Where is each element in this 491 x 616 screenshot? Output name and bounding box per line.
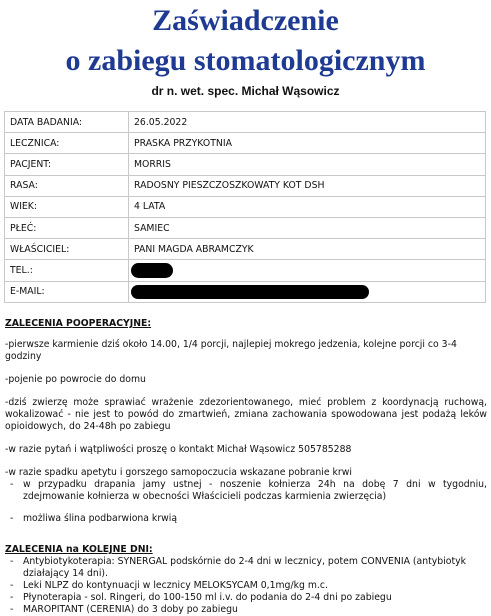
redaction-mark [131, 285, 369, 299]
row-value: RADOSNY PIESZCZOSZKOWATY KOT DSH [129, 175, 486, 196]
row-label: PŁEĆ: [5, 217, 129, 238]
list-item: - w przypadku drapania jamy ustnej - noszenie kołnierza 24h na dobę 7 dni w tygodniu, zdejmowanie kołnierza w obecności Właścicieli podczas karmienia zwierzęcia) [5, 479, 487, 503]
list-item: - Leki NLPZ do kontynuacji w lecznicy MELOKSYCAM 0,1mg/kg m.c. [5, 580, 487, 592]
postop-paragraph: -dziś zwierzę może sprawiać wrażenie zdezorientowanego, mieć problem z koordynacją ruchową, wokalizować - nie jest to powód do zmartwień, zmiana zachowania spowodowana jest podażą leków opioidowych, do 24-48h po zabiegu [5, 397, 487, 432]
row-value-redacted [129, 281, 486, 302]
postop-heading: ZALECENIA POOPERACYJNE: [5, 318, 152, 329]
table-row [5, 154, 486, 175]
row-label: WŁAŚCICIEL: [5, 239, 129, 260]
row-label: E-MAIL: [5, 281, 129, 302]
doctor-name: dr n. wet. spec. Michał Wąsowicz [151, 84, 340, 98]
postop-section [5, 318, 487, 525]
list-item: - MAROPITANT (CERENIA) do 3 doby po zabiegu [5, 604, 487, 616]
table-row [5, 112, 486, 133]
row-value: SAMIEC [129, 217, 486, 238]
postop-paragraph: -pierwsze karmienie dziś około 14.00, 1/4 porcji, najlepiej mokrego jedzenia, kolejne porcji co 3-4 godziny [5, 339, 457, 362]
row-value: 26.05.2022 [129, 112, 486, 133]
postop-paragraph: -w razie pytań i wątpliwości proszę o kontakt Michał Wąsowicz 505785288 [5, 444, 352, 455]
row-label: DATA BADANIA: [5, 112, 129, 133]
page-title: Zaświadczenie [152, 4, 339, 37]
row-label: TEL.: [5, 260, 129, 281]
row-value-redacted [129, 260, 486, 281]
table-row [5, 196, 486, 217]
table-row [5, 133, 486, 154]
list-item: - Płynoterapia - sol. Ringeri, do 100-150 ml i.v. do podania do 2-4 dni po zabiegu [5, 592, 487, 604]
table-row [5, 175, 486, 196]
row-label: LECZNICA: [5, 133, 129, 154]
row-value: PANI MAGDA ABRAMCZYK [129, 239, 486, 260]
row-value: MORRIS [129, 154, 486, 175]
nextdays-list [5, 556, 487, 616]
row-value: PRASKA PRZYKOTNIA [129, 133, 486, 154]
page-subtitle: o zabiegu stomatologicznym [65, 44, 426, 77]
row-label: RASA: [5, 175, 129, 196]
table-row [5, 281, 486, 302]
nextdays-section [5, 544, 487, 616]
table-row [5, 260, 486, 281]
row-label: WIEK: [5, 196, 129, 217]
redaction-mark [131, 263, 173, 278]
postop-list [5, 479, 487, 525]
patient-info-table [4, 111, 486, 303]
table-row [5, 239, 486, 260]
list-item: - Antybiotykoterapia: SYNERGAL podskórnie do 2-4 dni w lecznicy, potem CONVENIA (antybiotyk działający 14 dni). [5, 556, 487, 580]
postop-paragraph: -w razie spadku apetytu i gorszego samopoczucia wskazane pobranie krwi [5, 467, 352, 478]
table-row [5, 217, 486, 238]
nextdays-heading: ZALECENIA na KOLEJNE DNI: [5, 544, 153, 555]
postop-paragraph: -pojenie po powrocie do domu [5, 374, 146, 385]
row-value: 4 LATA [129, 196, 486, 217]
list-item: - możliwa ślina podbarwiona krwią [5, 513, 487, 525]
row-label: PACJENT: [5, 154, 129, 175]
